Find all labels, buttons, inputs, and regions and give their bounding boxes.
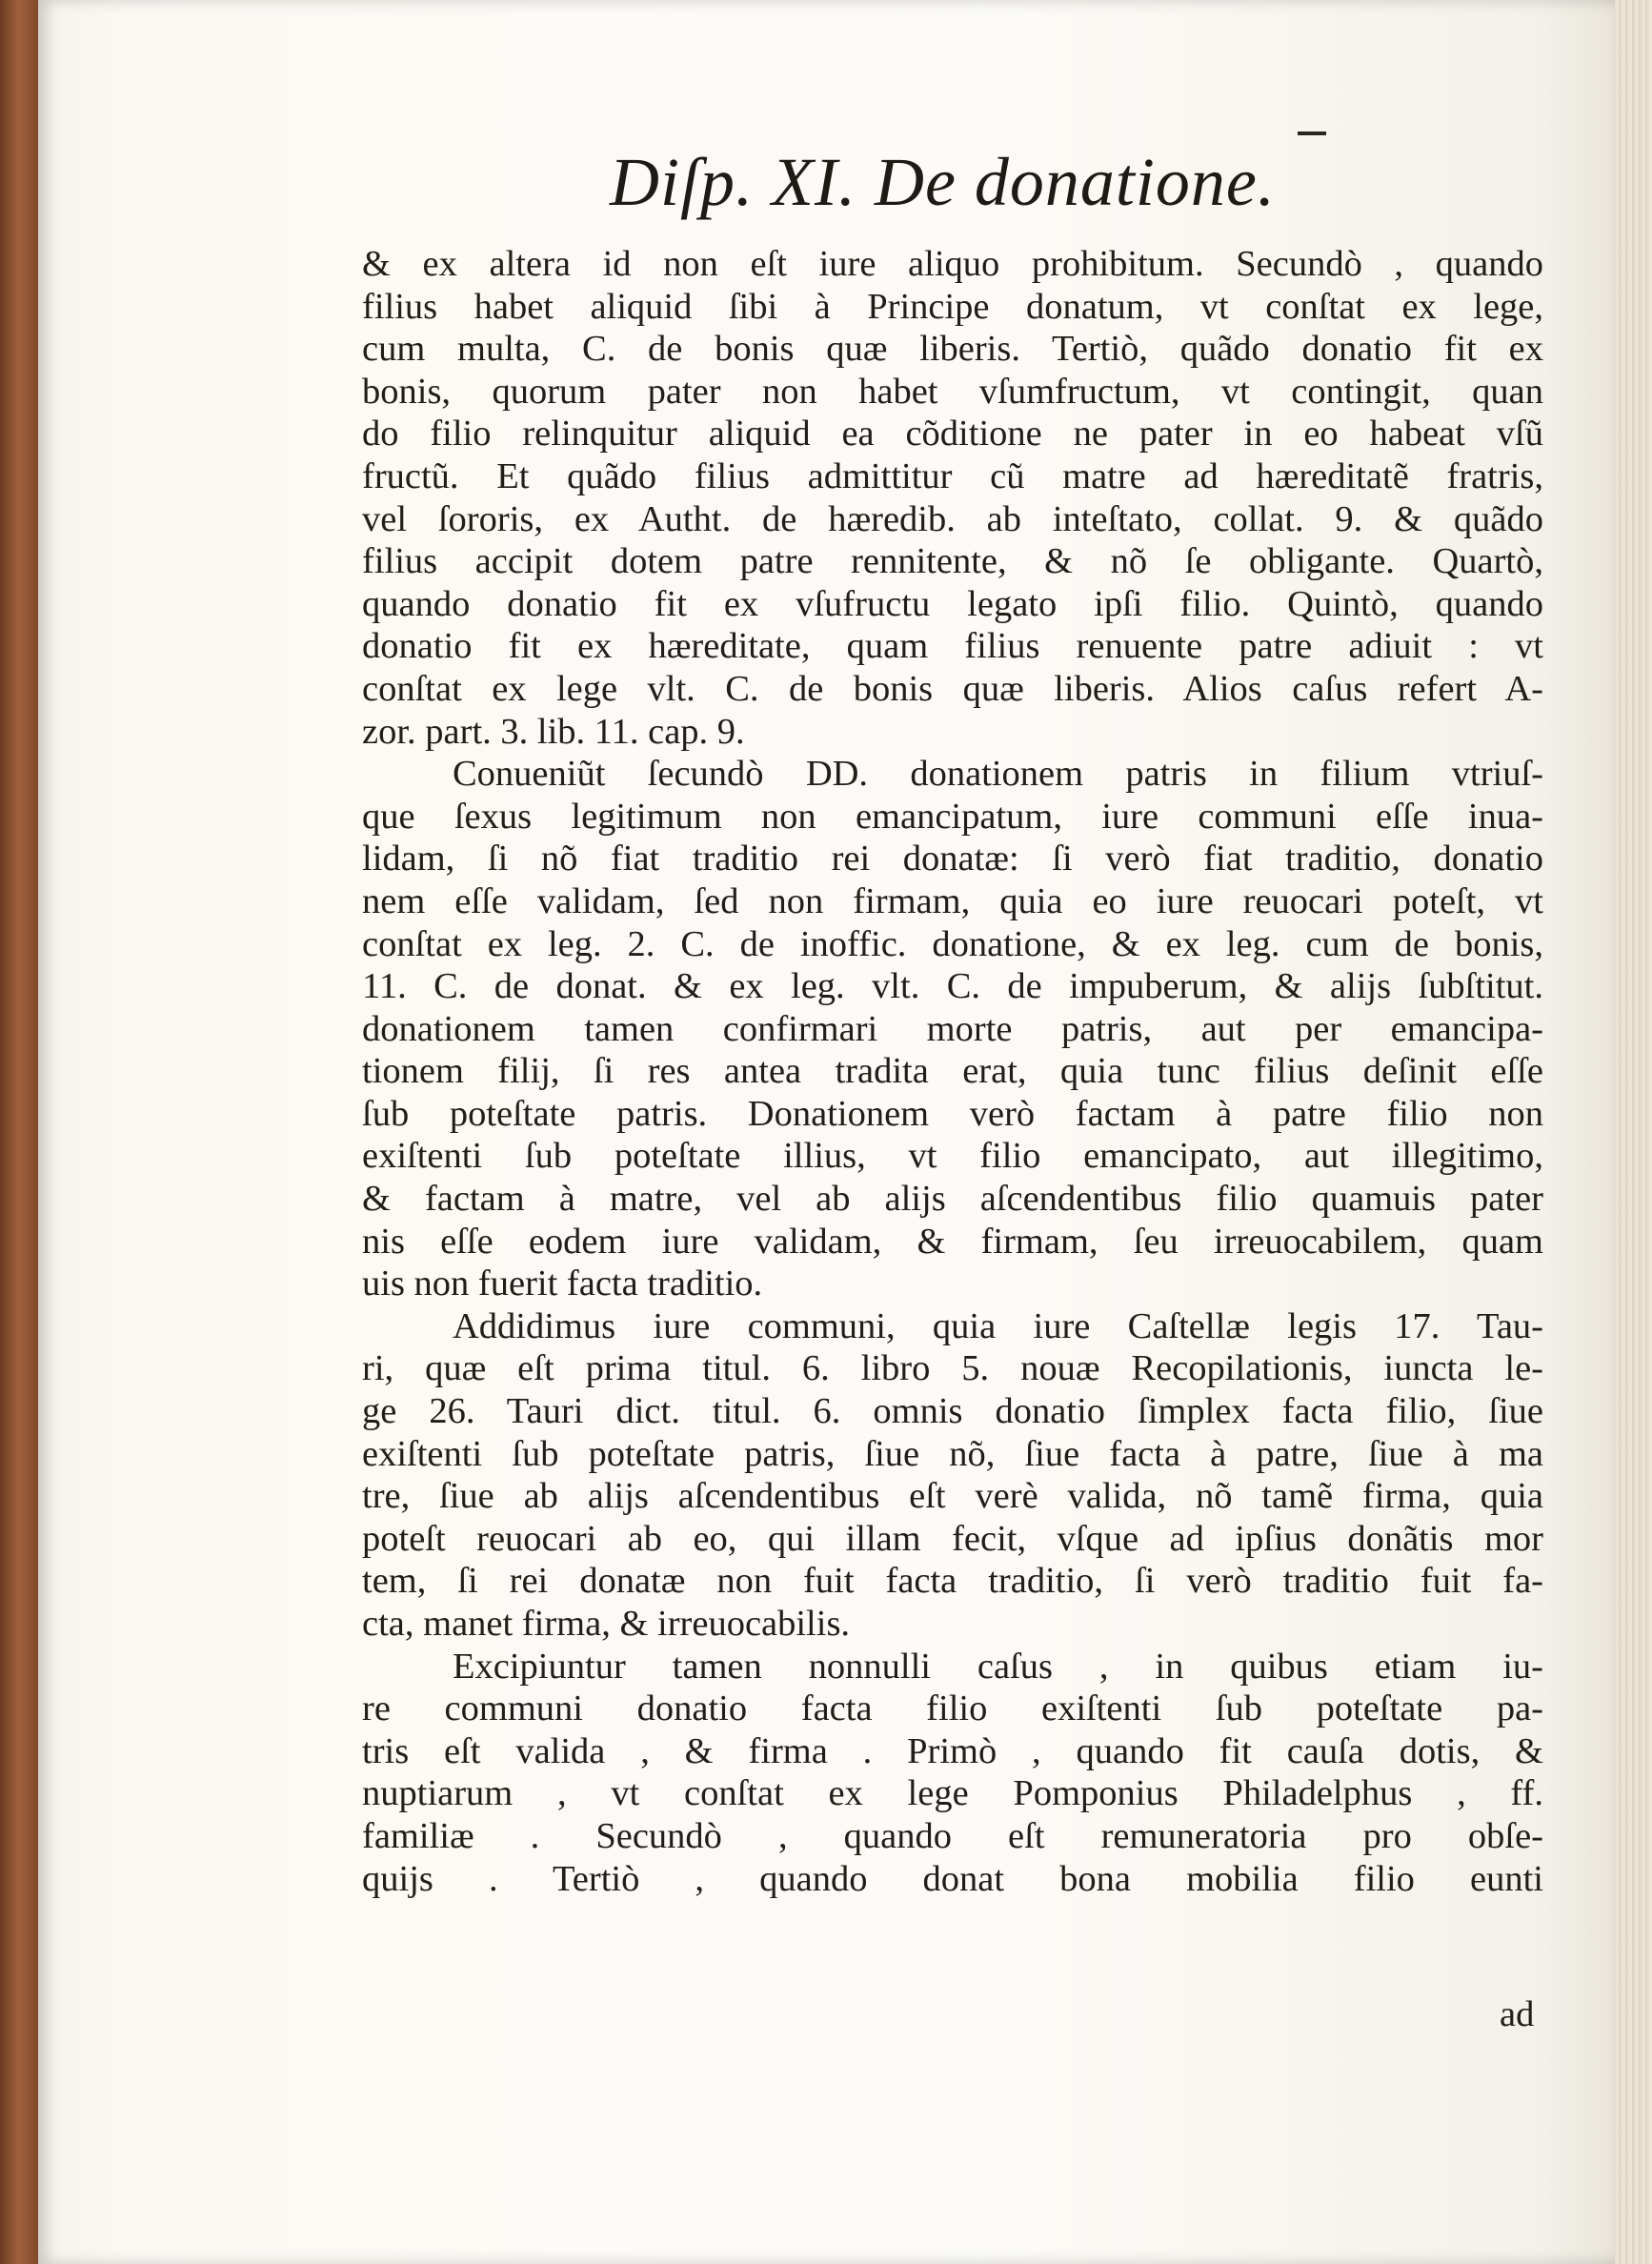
text-line: poteſt reuocari ab eo, qui illam fecit, vſque ad ipſius donãtis mor: [362, 1518, 1543, 1559]
text-line: Conueniũt ſecundò DD. donationem patris in filium vtriuſ-: [453, 754, 1543, 795]
text-line: familiæ . Secundò , quando eſt remuneratoria pro obſe-: [362, 1815, 1543, 1856]
text-line: fructũ. Et quãdo filius admittitur cũ matre ad hæreditatẽ fratris,: [362, 455, 1543, 496]
text-line: ge 26. Tauri dict. titul. 6. omnis donatio ſimplex facta filio, ſiue: [362, 1391, 1543, 1432]
text-line: nuptiarum , vt conſtat ex lege Pomponius Philadelphus , ff.: [362, 1773, 1543, 1814]
text-line: bonis, quorum pater non habet vſumfructum, vt contingit, quan: [362, 371, 1543, 412]
text-line: quijs . Tertiò , quando donat bona mobilia filio eunti: [362, 1858, 1543, 1899]
text-line: tionem filij, ſi res antea tradita erat, quia tunc filius deſinit eſſe: [362, 1051, 1543, 1092]
text-line: vel ſororis, ex Autht. de hæredib. ab inteſtato, collat. 9. & quãdo: [362, 498, 1543, 539]
text-line: 11. C. de donat. & ex leg. vlt. C. de impuberum, & alijs ſubſtitut.: [362, 966, 1543, 1007]
text-line: nis eſſe eodem iure validam, & firmam, ſeu irreuocabilem, quam: [362, 1221, 1543, 1262]
text-line: filius accipit dotem patre rennitente, & nõ ſe obligante. Quartò,: [362, 541, 1543, 582]
text-line: & ex altera id non eſt iure aliquo prohibitum. Secundò , quando: [362, 244, 1543, 284]
body-text: [362, 243, 1543, 1900]
text-line: Excipiuntur tamen nonnulli caſus , in quibus etiam iu-: [453, 1646, 1543, 1687]
text-line: do filio relinquitur aliquid ea cõditione ne pater in eo habeat vſũ: [362, 414, 1543, 455]
text-line: cta, manet firma, & irreuocabilis.: [362, 1604, 851, 1644]
text-line: lidam, ſi nõ fiat traditio rei donatæ: ſi verò fiat traditio, donatio: [362, 839, 1543, 879]
text-line: ſub poteſtate patris. Donationem verò factam à patre filio non: [362, 1093, 1543, 1134]
text-line: conſtat ex leg. 2. C. de inoffic. donatione, & ex leg. cum de bonis,: [362, 923, 1543, 964]
text-line: tris eſt valida , & firma . Primò , quando fit cauſa dotis, &: [362, 1730, 1543, 1771]
running-head: Diſp. XI. De donatione.: [610, 144, 1276, 220]
text-line: ri, quæ eſt prima titul. 6. libro 5. nouæ Recopilationis, iuncta le-: [362, 1348, 1543, 1389]
text-line: uis non fuerit facta traditio.: [362, 1263, 763, 1304]
text-line: re communi donatio facta filio exiſtenti ſub poteſtate pa-: [362, 1688, 1543, 1729]
text-line: cum multa, C. de bonis quæ liberis. Tertiò, quãdo donatio fit ex: [362, 329, 1543, 370]
text-line: donationem tamen confirmari morte patris, aut per emancipa-: [362, 1008, 1543, 1049]
text-line: conſtat ex lege vlt. C. de bonis quæ liberis. Alios caſus refert A-: [362, 668, 1543, 709]
text-line: exiſtenti ſub poteſtate illius, vt filio emancipato, aut illegitimo,: [362, 1136, 1543, 1177]
text-line: donatio fit ex hæreditate, quam filius renuente patre adiuit : vt: [362, 626, 1543, 667]
text-line: exiſtenti ſub poteſtate patris, ſiue nõ, ſiue facta à patre, ſiue à ma: [362, 1433, 1543, 1474]
text-line: tre, ſiue ab alijs aſcendentibus eſt verè valida, nõ tamẽ firma, quia: [362, 1476, 1543, 1517]
catchword: ad: [1500, 1994, 1535, 2034]
text-line: filius habet aliquid ſibi à Principe donatum, vt conſtat ex lege,: [362, 286, 1543, 327]
text-line: Addidimus iure communi, quia iure Caſtellæ legis 17. Tau-: [453, 1305, 1543, 1346]
text-line: quando donatio fit ex vſufructu legato ipſi filio. Quintò, quando: [362, 583, 1543, 624]
text-line: tem, ſi rei donatæ non fuit facta traditio, ſi verò traditio fuit fa-: [362, 1561, 1543, 1602]
text-line: zor. part. 3. lib. 11. cap. 9.: [362, 711, 745, 752]
text-line: que ſexus legitimum non emancipatum, iure communi eſſe inua-: [362, 796, 1543, 837]
top-dash-mark: [1298, 131, 1326, 135]
text-line: & factam à matre, vel ab alijs aſcendentibus filio quamuis pater: [362, 1179, 1543, 1220]
page-edges: [1615, 0, 1652, 2264]
book-binding: [0, 0, 42, 2264]
text-line: nem eſſe validam, ſed non firmam, quia eo iure reuocari poteſt, vt: [362, 880, 1543, 921]
